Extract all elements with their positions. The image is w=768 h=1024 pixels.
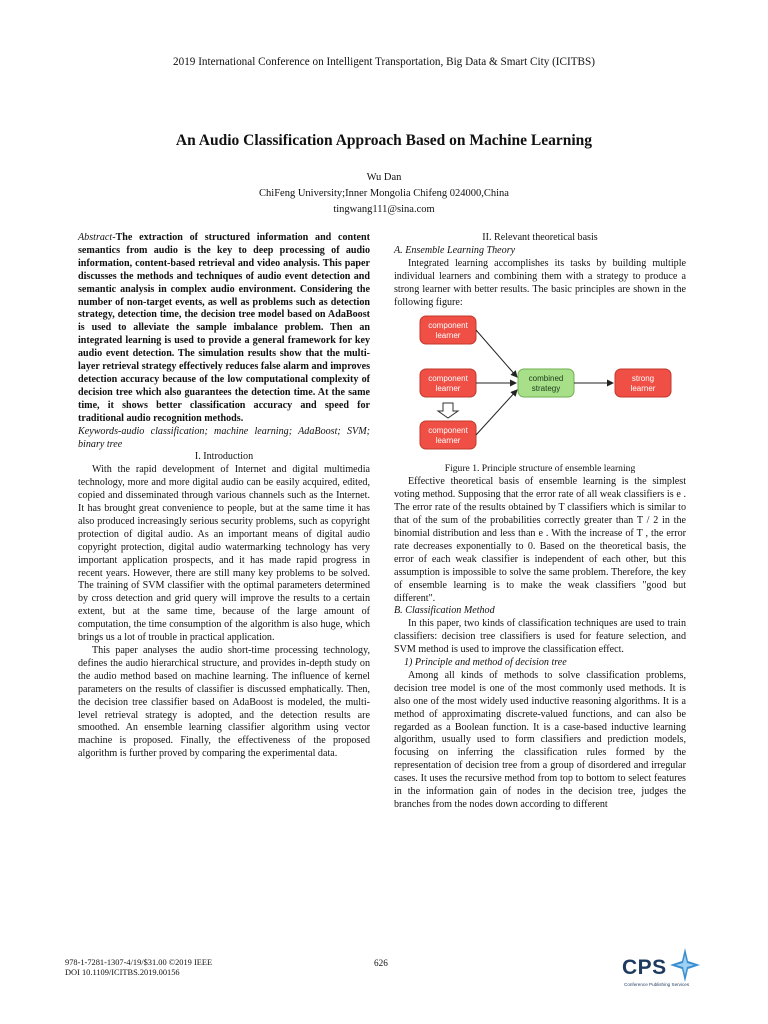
ensemble-figure: [394, 311, 686, 461]
keywords: Keywords-audio classification; machine learning; AdaBoost; SVM; binary tree: [78, 425, 370, 450]
cps-logo-text: CPS: [622, 956, 667, 979]
box2-line1: component: [428, 374, 468, 384]
right-column: [394, 232, 686, 812]
combined-strategy-box: [518, 369, 574, 397]
cps-logo: [622, 948, 702, 994]
arrow-3-to-combine: [476, 390, 517, 435]
abstract: [78, 232, 370, 426]
page-number: 626: [374, 958, 388, 968]
footer-isbn: 978-1-7281-1307-4/19/$31.00 ©2019 IEEE: [65, 958, 213, 967]
strong-line2: learner: [630, 384, 656, 394]
footer-identifiers: [65, 958, 212, 978]
box3-line2: learner: [435, 436, 461, 446]
author-email: tingwang111@sina.com: [333, 204, 435, 215]
strong-learner-box: [615, 369, 671, 397]
figure-caption: Figure 1. Principle structure of ensemble learning: [444, 463, 636, 475]
subsection-b1-heading: 1) Principle and method of decision tree: [404, 657, 567, 669]
abstract-label: Abstract-: [78, 232, 116, 243]
strong-line1: strong: [631, 374, 655, 384]
intro-paragraph-1: With the rapid development of Internet and digital multimedia technology, more and more digital audio can be easily acquired, edited, copied and disseminated through various channels such as the Internet. It has brought great convenience to people, but at the same time it has also produced increasingly serious security problems, such as copyright protection of digital audio. As an important means of digital audio copyright protection, digital audio watermarking technology has very important application prospects, and it has made rapid progress in recent years. However, there are still many key problems to be solved. The training of SVM classifier with the optimal parameters determined by cross detection and grid query will improve the results to a certain extent, but at the same time, because of the large amount of computation, the time consumption of the algorithm is also huge, which brings us a lot of trouble in practical application.: [78, 464, 370, 644]
author-name: Wu Dan: [366, 172, 402, 183]
conference-header: 2019 International Conference on Intelligent Transportation, Big Data & Smart City (ICITBS): [173, 56, 595, 68]
intro-paragraph-2: This paper analyses the audio short-time processing technology, defines the audio hierarchical structure, and provides in-depth study on the audio method based on machine learning. The influence of kernel parameters on the results of classifier is discussed emphatically. Then, the decision tree classifier based on AdaBoost is modeled, the multi-level retrieval strategy is adopted, and the detection results are smoothed. An ensemble learning classifier algorithm using vector machine is proposed. Finally, the effectiveness of the proposed algorithm is further proved by comparing the experimental data.: [78, 645, 370, 760]
arrow-1-to-combine: [476, 330, 517, 377]
subsection-a-heading: A. Ensemble Learning Theory: [394, 244, 516, 256]
box2-line2: learner: [435, 384, 461, 394]
box1-line2: learner: [435, 331, 461, 341]
cps-logo-subtext: Conference Publishing Services: [624, 982, 690, 987]
component-learner-box-2: [420, 369, 476, 397]
component-learner-box-1: [420, 316, 476, 344]
box1-line1: component: [428, 321, 468, 331]
component-learner-box-3: [420, 421, 476, 449]
ensemble-paragraph-1: Integrated learning accomplishes its tasks by building multiple individual learners and combining them with a strategy to produce a strong learner with better results. The basic principles are shown in the following figure:: [394, 257, 686, 308]
section-heading-theory: II. Relevant theoretical basis: [482, 232, 598, 243]
footer-doi: DOI 10.1109/ICITBS.2019.00156: [65, 968, 180, 978]
paper-title: An Audio Classification Approach Based on Machine Learning: [175, 132, 593, 149]
section-heading-introduction: I. Introduction: [194, 451, 254, 463]
left-column: [78, 232, 370, 761]
abstract-body: The extraction of structured information and content semantics from audio is the key to deep processing of audio information, content-based retrieval and video analysis. This paper discusses the methods and techniques of audio event detection and semantic analysis in complex audio environment. Considering the number of non-target events, as well as problems such as detection strategy, detection time, the decision tree model based on AdaBoost is used to alleviate the sample imbalance problem. Then an integrated learning is used to provide a general framework for key audio event detection. The simulation results show that the multi-layer retrieval strategy effectively reduces false alarm and improves detection accuracy because of the low computational complexity of decision tree which also guarantees the detection time. At the same time, it shows better classification accuracy and speed for traditional audio recognition methods.: [78, 232, 370, 424]
box3-line1: component: [428, 426, 468, 436]
classification-paragraph-1: In this paper, two kinds of classification techniques are used to train classifiers: decision tree classifiers is used for feature selection, and SVM method is used to improve the classification effect.: [394, 618, 686, 656]
decision-tree-paragraph: Among all kinds of methods to solve classification problems, decision tree model is one of the most commonly used methods. It is also one of the most widely used inductive reasoning algorithms. It is a method of approximating discrete-valued functions, and can also be regarded as a Boolean function. It is a case-based inductive learning algorithm, usually used to form classifiers and prediction models, focusing on inferring the classification rules formed by the representation of decision tree from a group of disordered and irregular cases. It uses the recursive method from top to bottom to select features in the information gain of nodes in the decision tree, judges the branches from the nodes down according to different: [394, 669, 686, 810]
combine-line2: strategy: [531, 384, 561, 394]
combine-line1: combined: [528, 374, 564, 384]
down-arrow-icon: [438, 403, 458, 418]
ensemble-paragraph-2: Effective theoretical basis of ensemble learning is the simplest voting method. Supposing that the error rate of all weak classifiers is e . The error rate of the results obtained by T classifiers which is similar to that of the sum of the probabilities correctly greater than T / 2 in the binomial distribution and less than e . With the increase of T , the error rate decreases exponentially to 0. Based on the theoretical basis, the error of each weak classifier is independent of each other, but this assumption is impossible to solve the same problem. Therefore, the key of ensemble learning is to make the weak classifiers "good but different".: [394, 476, 686, 604]
cps-star-icon: [670, 948, 700, 982]
subsection-b-heading: B. Classification Method: [394, 605, 495, 617]
author-affiliation: ChiFeng University;Inner Mongolia Chifeng 024000,China: [259, 188, 509, 199]
